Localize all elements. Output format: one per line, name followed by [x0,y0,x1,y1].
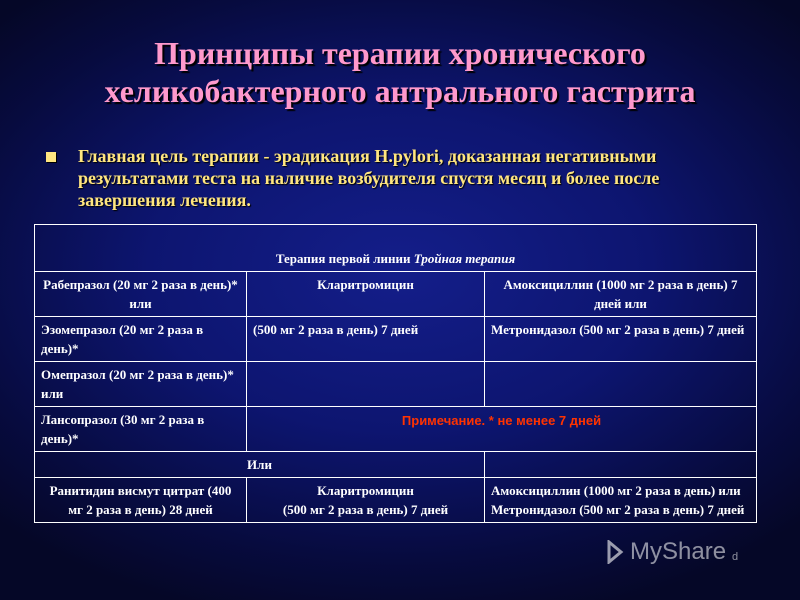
table-header-cell [35,225,757,272]
table-cell: Рабепразол (20 мг 2 раза в день)* или [35,272,247,317]
table-row [35,478,757,523]
table-row [35,317,757,362]
table-header-row [35,225,757,272]
table-or-label: Или [35,452,485,478]
table-row [35,452,757,478]
table-note: Примечание. * не менее 7 дней [247,407,757,452]
table-cell: (500 мг 2 раза в день) 7 дней [247,317,485,362]
table-cell: Кларитромицин [247,272,485,317]
table-cell: Метронидазол (500 мг 2 раза в день) 7 дней [485,317,757,362]
table-cell-empty [247,362,485,407]
watermark-text: MyShare [630,538,727,565]
table-cell: Амоксициллин (1000 мг 2 раза в день) 7 дней или [485,272,757,317]
therapy-table [34,224,757,523]
slide-title-line2: хеликобактерного антрального гастрита [104,73,696,109]
table-cell-line: Кларитромицин [317,483,414,498]
table-cell: Омепразол (20 мг 2 раза в день)* или [35,362,247,407]
bullet-text: Главная цель терапии - эрадикация H.pylori, доказанная негативными результатами теста на наличие возбудителя спустя месяц и более после завершения лечения. [78,146,660,210]
bullet-square-icon [46,152,56,162]
table-header-prefix: Терапия первой линии [275,251,414,266]
table-cell [247,478,485,523]
table-cell: Ранитидин висмут цитрат (400 мг 2 раза в день) 28 дней [35,478,247,523]
table-cell: Эзомепразол (20 мг 2 раза в день)* [35,317,247,362]
table-cell: Амоксициллин (1000 мг 2 раза в день) или Метронидазол (500 мг 2 раза в день) 7 дней [485,478,757,523]
watermark-suffix: d [732,551,739,563]
table-row [35,407,757,452]
slide-title [40,34,760,110]
table-header-italic: Тройная терапия [413,251,516,266]
bullet-item [46,145,746,211]
table-cell-empty [485,452,757,478]
slide-title-line1: Принципы терапии хронического [154,35,646,71]
watermark-logo-icon [606,540,626,564]
table-row [35,272,757,317]
table-row [35,362,757,407]
table-cell: Лансопразол (30 мг 2 раза в день)* [35,407,247,452]
table-cell-line: (500 мг 2 раза в день) 7 дней [282,502,449,517]
watermark [606,538,738,566]
table-cell-empty [485,362,757,407]
